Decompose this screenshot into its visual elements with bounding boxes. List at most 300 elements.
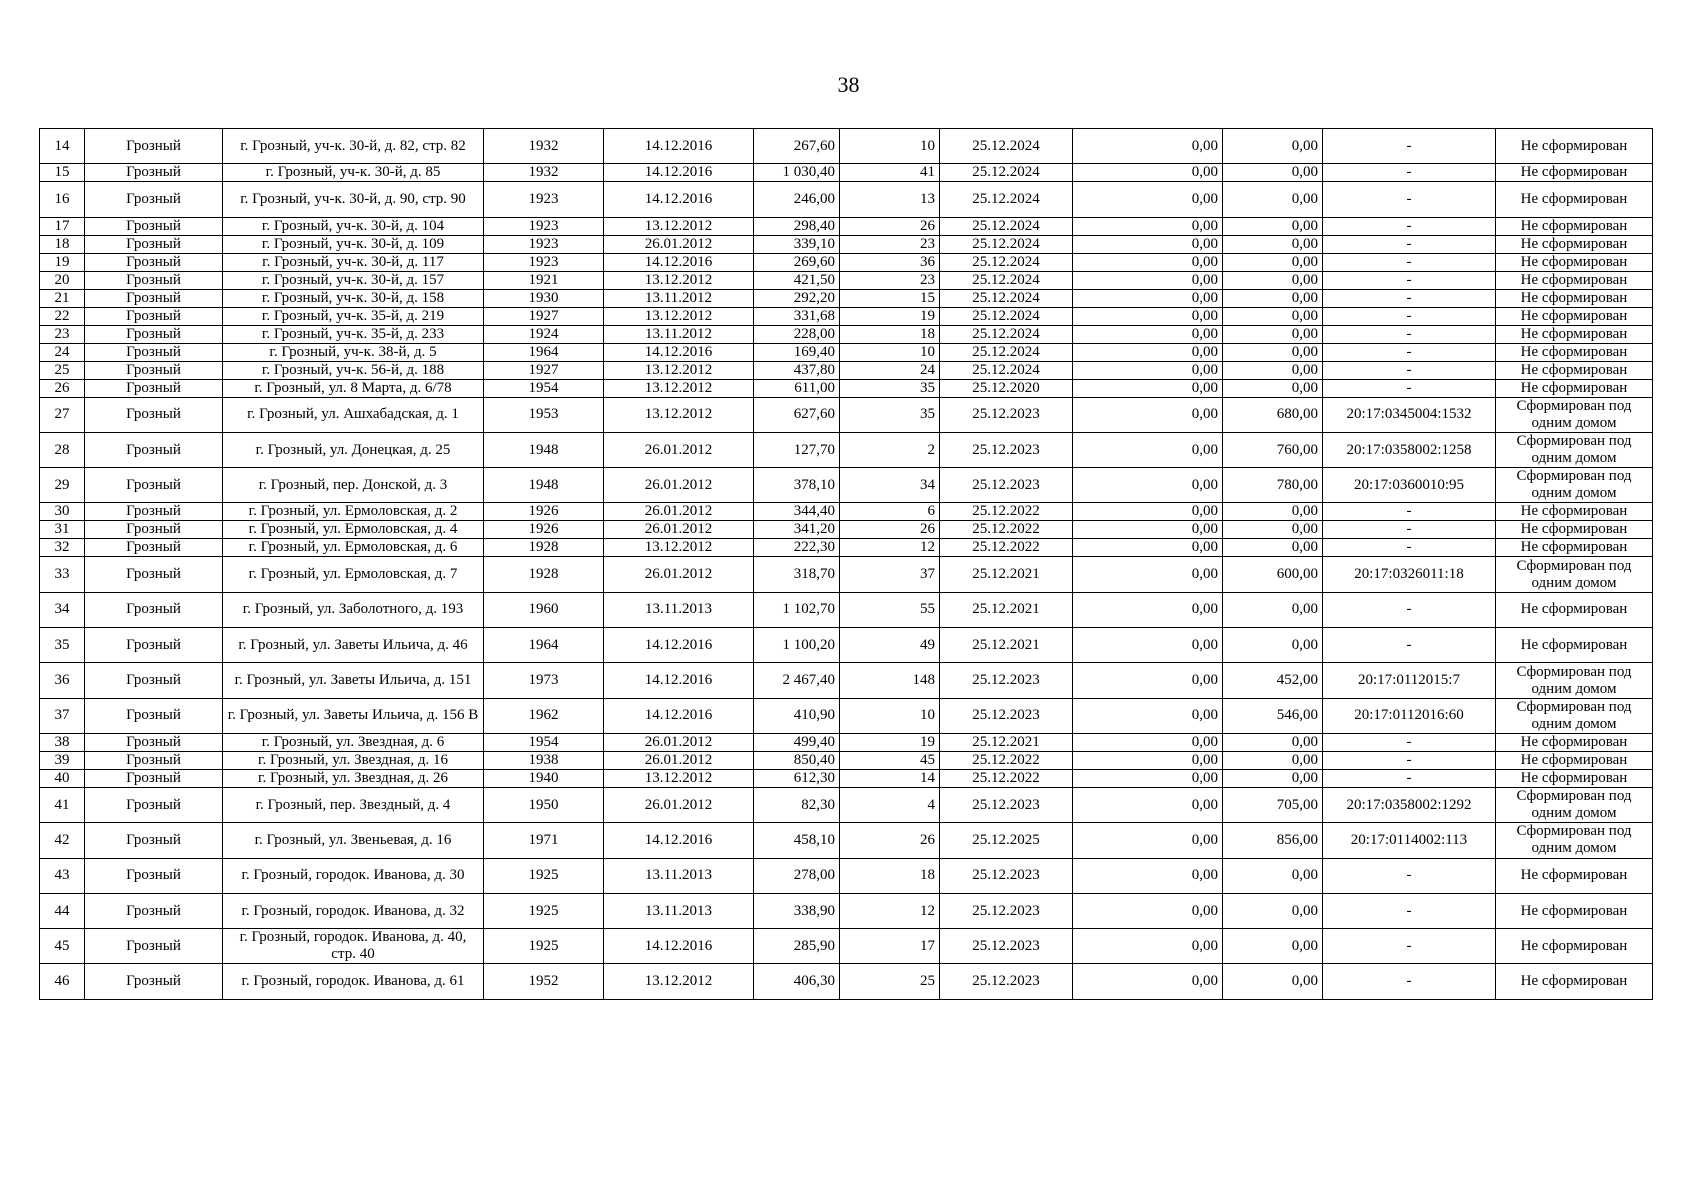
cadastral-number-cell: 20:17:0326011:18 [1323, 557, 1496, 592]
deadline-cell: 25.12.2024 [940, 129, 1073, 164]
land-area-cell: 0,00 [1223, 307, 1323, 325]
date-cell: 14.12.2016 [604, 182, 754, 217]
value-cell: 0,00 [1073, 325, 1223, 343]
year-built-cell: 1954 [484, 733, 604, 751]
residents-cell: 55 [840, 592, 940, 627]
area-cell: 406,30 [754, 964, 840, 999]
status-cell: Не сформирован [1496, 235, 1653, 253]
area-cell: 169,40 [754, 343, 840, 361]
value-cell: 0,00 [1073, 307, 1223, 325]
date-cell: 26.01.2012 [604, 557, 754, 592]
table-row [40, 343, 1653, 361]
address-cell: г. Грозный, ул. 8 Марта, д. 6/78 [223, 379, 484, 397]
row-number-cell: 30 [40, 503, 85, 521]
cadastral-number-cell: - [1323, 379, 1496, 397]
status-cell: Не сформирован [1496, 592, 1653, 627]
value-cell: 0,00 [1073, 217, 1223, 235]
table-row [40, 217, 1653, 235]
land-area-cell: 0,00 [1223, 592, 1323, 627]
status-cell: Не сформирован [1496, 217, 1653, 235]
settlement-cell: Грозный [85, 271, 223, 289]
deadline-cell: 25.12.2023 [940, 698, 1073, 733]
address-cell: г. Грозный, уч-к. 30-й, д. 82, стр. 82 [223, 129, 484, 164]
deadline-cell: 25.12.2024 [940, 343, 1073, 361]
residents-cell: 6 [840, 503, 940, 521]
status-cell: Сформирован под одним домом [1496, 397, 1653, 432]
deadline-cell: 25.12.2024 [940, 325, 1073, 343]
year-built-cell: 1952 [484, 964, 604, 999]
area-cell: 499,40 [754, 733, 840, 751]
residents-cell: 23 [840, 235, 940, 253]
value-cell: 0,00 [1073, 397, 1223, 432]
deadline-cell: 25.12.2024 [940, 182, 1073, 217]
status-cell: Не сформирован [1496, 253, 1653, 271]
land-area-cell: 0,00 [1223, 964, 1323, 999]
deadline-cell: 25.12.2024 [940, 271, 1073, 289]
value-cell: 0,00 [1073, 787, 1223, 822]
land-area-cell: 0,00 [1223, 379, 1323, 397]
table-row [40, 182, 1653, 217]
area-cell: 318,70 [754, 557, 840, 592]
year-built-cell: 1928 [484, 539, 604, 557]
land-area-cell: 760,00 [1223, 432, 1323, 467]
address-cell: г. Грозный, городок. Иванова, д. 61 [223, 964, 484, 999]
year-built-cell: 1960 [484, 592, 604, 627]
value-cell: 0,00 [1073, 468, 1223, 503]
status-cell: Не сформирован [1496, 307, 1653, 325]
table-row [40, 893, 1653, 928]
address-cell: г. Грозный, уч-к. 30-й, д. 157 [223, 271, 484, 289]
address-cell: г. Грозный, уч-к. 38-й, д. 5 [223, 343, 484, 361]
address-cell: г. Грозный, ул. Заболотного, д. 193 [223, 592, 484, 627]
settlement-cell: Грозный [85, 343, 223, 361]
status-cell: Не сформирован [1496, 521, 1653, 539]
year-built-cell: 1964 [484, 628, 604, 663]
area-cell: 82,30 [754, 787, 840, 822]
settlement-cell: Грозный [85, 698, 223, 733]
land-area-cell: 0,00 [1223, 539, 1323, 557]
address-cell: г. Грозный, уч-к. 30-й, д. 109 [223, 235, 484, 253]
table-row [40, 164, 1653, 182]
date-cell: 14.12.2016 [604, 628, 754, 663]
cadastral-number-cell: - [1323, 129, 1496, 164]
value-cell: 0,00 [1073, 129, 1223, 164]
date-cell: 13.11.2013 [604, 858, 754, 893]
settlement-cell: Грозный [85, 164, 223, 182]
land-area-cell: 0,00 [1223, 289, 1323, 307]
deadline-cell: 25.12.2021 [940, 733, 1073, 751]
address-cell: г. Грозный, уч-к. 56-й, д. 188 [223, 361, 484, 379]
deadline-cell: 25.12.2023 [940, 787, 1073, 822]
value-cell: 0,00 [1073, 521, 1223, 539]
settlement-cell: Грозный [85, 503, 223, 521]
table-row [40, 557, 1653, 592]
address-cell: г. Грозный, городок. Иванова, д. 40, стр. 40 [223, 929, 484, 964]
area-cell: 338,90 [754, 893, 840, 928]
residents-cell: 45 [840, 751, 940, 769]
date-cell: 26.01.2012 [604, 503, 754, 521]
row-number-cell: 41 [40, 787, 85, 822]
land-area-cell: 0,00 [1223, 733, 1323, 751]
date-cell: 13.12.2012 [604, 217, 754, 235]
settlement-cell: Грозный [85, 397, 223, 432]
row-number-cell: 38 [40, 733, 85, 751]
address-cell: г. Грозный, ул. Ермоловская, д. 2 [223, 503, 484, 521]
address-cell: г. Грозный, уч-к. 30-й, д. 117 [223, 253, 484, 271]
settlement-cell: Грозный [85, 858, 223, 893]
row-number-cell: 14 [40, 129, 85, 164]
year-built-cell: 1923 [484, 235, 604, 253]
deadline-cell: 25.12.2022 [940, 521, 1073, 539]
year-built-cell: 1964 [484, 343, 604, 361]
land-area-cell: 0,00 [1223, 361, 1323, 379]
settlement-cell: Грозный [85, 929, 223, 964]
table-row [40, 325, 1653, 343]
cadastral-number-cell: - [1323, 503, 1496, 521]
land-area-cell: 0,00 [1223, 325, 1323, 343]
residents-cell: 10 [840, 129, 940, 164]
area-cell: 269,60 [754, 253, 840, 271]
value-cell: 0,00 [1073, 503, 1223, 521]
cadastral-number-cell: - [1323, 858, 1496, 893]
settlement-cell: Грозный [85, 663, 223, 698]
land-area-cell: 452,00 [1223, 663, 1323, 698]
residents-cell: 19 [840, 307, 940, 325]
deadline-cell: 25.12.2023 [940, 663, 1073, 698]
cadastral-number-cell: 20:17:0112016:60 [1323, 698, 1496, 733]
address-cell: г. Грозный, ул. Ашхабадская, д. 1 [223, 397, 484, 432]
row-number-cell: 17 [40, 217, 85, 235]
status-cell: Не сформирован [1496, 964, 1653, 999]
table-row [40, 468, 1653, 503]
cadastral-number-cell: - [1323, 307, 1496, 325]
table-row [40, 733, 1653, 751]
table-row [40, 823, 1653, 858]
residents-cell: 15 [840, 289, 940, 307]
area-cell: 410,90 [754, 698, 840, 733]
cadastral-number-cell: - [1323, 733, 1496, 751]
cadastral-number-cell: 20:17:0358002:1292 [1323, 787, 1496, 822]
deadline-cell: 25.12.2024 [940, 235, 1073, 253]
deadline-cell: 25.12.2024 [940, 361, 1073, 379]
deadline-cell: 25.12.2024 [940, 217, 1073, 235]
address-cell: г. Грозный, ул. Ермоловская, д. 7 [223, 557, 484, 592]
table-row [40, 521, 1653, 539]
date-cell: 14.12.2016 [604, 253, 754, 271]
status-cell: Сформирован под одним домом [1496, 432, 1653, 467]
cadastral-number-cell: - [1323, 325, 1496, 343]
area-cell: 222,30 [754, 539, 840, 557]
address-cell: г. Грозный, уч-к. 35-й, д. 233 [223, 325, 484, 343]
table-row [40, 129, 1653, 164]
row-number-cell: 31 [40, 521, 85, 539]
settlement-cell: Грозный [85, 253, 223, 271]
settlement-cell: Грозный [85, 521, 223, 539]
settlement-cell: Грозный [85, 361, 223, 379]
row-number-cell: 45 [40, 929, 85, 964]
row-number-cell: 36 [40, 663, 85, 698]
deadline-cell: 25.12.2020 [940, 379, 1073, 397]
year-built-cell: 1940 [484, 769, 604, 787]
cadastral-number-cell: - [1323, 964, 1496, 999]
housing-registry-table [39, 128, 1653, 1000]
table-row [40, 503, 1653, 521]
status-cell: Не сформирован [1496, 503, 1653, 521]
cadastral-number-cell: 20:17:0345004:1532 [1323, 397, 1496, 432]
area-cell: 850,40 [754, 751, 840, 769]
year-built-cell: 1948 [484, 432, 604, 467]
residents-cell: 23 [840, 271, 940, 289]
year-built-cell: 1971 [484, 823, 604, 858]
row-number-cell: 37 [40, 698, 85, 733]
value-cell: 0,00 [1073, 253, 1223, 271]
status-cell: Не сформирован [1496, 325, 1653, 343]
date-cell: 13.12.2012 [604, 361, 754, 379]
status-cell: Сформирован под одним домом [1496, 823, 1653, 858]
land-area-cell: 0,00 [1223, 503, 1323, 521]
residents-cell: 25 [840, 964, 940, 999]
land-area-cell: 0,00 [1223, 343, 1323, 361]
row-number-cell: 21 [40, 289, 85, 307]
date-cell: 26.01.2012 [604, 521, 754, 539]
year-built-cell: 1930 [484, 289, 604, 307]
row-number-cell: 26 [40, 379, 85, 397]
settlement-cell: Грозный [85, 235, 223, 253]
table-row [40, 698, 1653, 733]
cadastral-number-cell: - [1323, 182, 1496, 217]
area-cell: 246,00 [754, 182, 840, 217]
deadline-cell: 25.12.2021 [940, 592, 1073, 627]
deadline-cell: 25.12.2021 [940, 628, 1073, 663]
area-cell: 611,00 [754, 379, 840, 397]
date-cell: 13.12.2012 [604, 769, 754, 787]
date-cell: 13.11.2013 [604, 592, 754, 627]
year-built-cell: 1923 [484, 253, 604, 271]
settlement-cell: Грозный [85, 432, 223, 467]
land-area-cell: 0,00 [1223, 164, 1323, 182]
date-cell: 14.12.2016 [604, 164, 754, 182]
status-cell: Не сформирован [1496, 271, 1653, 289]
deadline-cell: 25.12.2023 [940, 964, 1073, 999]
status-cell: Не сформирован [1496, 539, 1653, 557]
year-built-cell: 1923 [484, 182, 604, 217]
residents-cell: 148 [840, 663, 940, 698]
land-area-cell: 780,00 [1223, 468, 1323, 503]
deadline-cell: 25.12.2023 [940, 858, 1073, 893]
status-cell: Не сформирован [1496, 129, 1653, 164]
value-cell: 0,00 [1073, 539, 1223, 557]
address-cell: г. Грозный, уч-к. 30-й, д. 85 [223, 164, 484, 182]
address-cell: г. Грозный, уч-к. 30-й, д. 158 [223, 289, 484, 307]
settlement-cell: Грозный [85, 964, 223, 999]
land-area-cell: 705,00 [1223, 787, 1323, 822]
row-number-cell: 40 [40, 769, 85, 787]
value-cell: 0,00 [1073, 235, 1223, 253]
land-area-cell: 0,00 [1223, 182, 1323, 217]
area-cell: 1 102,70 [754, 592, 840, 627]
address-cell: г. Грозный, ул. Звездная, д. 6 [223, 733, 484, 751]
residents-cell: 17 [840, 929, 940, 964]
status-cell: Не сформирован [1496, 289, 1653, 307]
status-cell: Не сформирован [1496, 858, 1653, 893]
address-cell: г. Грозный, ул. Ермоловская, д. 4 [223, 521, 484, 539]
year-built-cell: 1925 [484, 893, 604, 928]
land-area-cell: 0,00 [1223, 751, 1323, 769]
deadline-cell: 25.12.2024 [940, 307, 1073, 325]
cadastral-number-cell: - [1323, 343, 1496, 361]
row-number-cell: 43 [40, 858, 85, 893]
date-cell: 14.12.2016 [604, 698, 754, 733]
value-cell: 0,00 [1073, 823, 1223, 858]
address-cell: г. Грозный, уч-к. 35-й, д. 219 [223, 307, 484, 325]
cadastral-number-cell: - [1323, 235, 1496, 253]
settlement-cell: Грозный [85, 182, 223, 217]
table-row [40, 628, 1653, 663]
residents-cell: 41 [840, 164, 940, 182]
settlement-cell: Грозный [85, 379, 223, 397]
table-row [40, 592, 1653, 627]
residents-cell: 49 [840, 628, 940, 663]
value-cell: 0,00 [1073, 751, 1223, 769]
year-built-cell: 1925 [484, 929, 604, 964]
date-cell: 14.12.2016 [604, 343, 754, 361]
settlement-cell: Грозный [85, 217, 223, 235]
row-number-cell: 28 [40, 432, 85, 467]
value-cell: 0,00 [1073, 592, 1223, 627]
status-cell: Не сформирован [1496, 929, 1653, 964]
area-cell: 2 467,40 [754, 663, 840, 698]
value-cell: 0,00 [1073, 432, 1223, 467]
address-cell: г. Грозный, ул. Заветы Ильича, д. 46 [223, 628, 484, 663]
area-cell: 339,10 [754, 235, 840, 253]
page-number: 38 [837, 72, 860, 97]
residents-cell: 24 [840, 361, 940, 379]
settlement-cell: Грозный [85, 769, 223, 787]
settlement-cell: Грозный [85, 468, 223, 503]
value-cell: 0,00 [1073, 379, 1223, 397]
area-cell: 341,20 [754, 521, 840, 539]
year-built-cell: 1938 [484, 751, 604, 769]
value-cell: 0,00 [1073, 271, 1223, 289]
address-cell: г. Грозный, ул. Заветы Ильича, д. 156 В [223, 698, 484, 733]
table-row [40, 787, 1653, 822]
residents-cell: 12 [840, 539, 940, 557]
settlement-cell: Грозный [85, 307, 223, 325]
date-cell: 13.11.2013 [604, 893, 754, 928]
table-row [40, 271, 1653, 289]
cadastral-number-cell: - [1323, 521, 1496, 539]
residents-cell: 14 [840, 769, 940, 787]
land-area-cell: 0,00 [1223, 858, 1323, 893]
land-area-cell: 0,00 [1223, 893, 1323, 928]
date-cell: 13.11.2012 [604, 289, 754, 307]
residents-cell: 2 [840, 432, 940, 467]
row-number-cell: 29 [40, 468, 85, 503]
date-cell: 13.12.2012 [604, 307, 754, 325]
table-row [40, 929, 1653, 964]
deadline-cell: 25.12.2022 [940, 503, 1073, 521]
cadastral-number-cell: 20:17:0358002:1258 [1323, 432, 1496, 467]
address-cell: г. Грозный, городок. Иванова, д. 32 [223, 893, 484, 928]
date-cell: 13.12.2012 [604, 379, 754, 397]
cadastral-number-cell: - [1323, 361, 1496, 379]
area-cell: 378,10 [754, 468, 840, 503]
land-area-cell: 0,00 [1223, 235, 1323, 253]
table-row [40, 379, 1653, 397]
year-built-cell: 1926 [484, 503, 604, 521]
status-cell: Не сформирован [1496, 361, 1653, 379]
settlement-cell: Грозный [85, 751, 223, 769]
residents-cell: 26 [840, 823, 940, 858]
value-cell: 0,00 [1073, 557, 1223, 592]
value-cell: 0,00 [1073, 343, 1223, 361]
area-cell: 344,40 [754, 503, 840, 521]
land-area-cell: 0,00 [1223, 521, 1323, 539]
table-row [40, 751, 1653, 769]
area-cell: 285,90 [754, 929, 840, 964]
land-area-cell: 0,00 [1223, 929, 1323, 964]
cadastral-number-cell: - [1323, 751, 1496, 769]
deadline-cell: 25.12.2022 [940, 751, 1073, 769]
area-cell: 127,70 [754, 432, 840, 467]
settlement-cell: Грозный [85, 893, 223, 928]
year-built-cell: 1925 [484, 858, 604, 893]
row-number-cell: 39 [40, 751, 85, 769]
cadastral-number-cell: - [1323, 289, 1496, 307]
land-area-cell: 0,00 [1223, 769, 1323, 787]
residents-cell: 26 [840, 521, 940, 539]
residents-cell: 37 [840, 557, 940, 592]
year-built-cell: 1923 [484, 217, 604, 235]
year-built-cell: 1927 [484, 361, 604, 379]
year-built-cell: 1932 [484, 164, 604, 182]
status-cell: Не сформирован [1496, 628, 1653, 663]
residents-cell: 19 [840, 733, 940, 751]
residents-cell: 13 [840, 182, 940, 217]
residents-cell: 4 [840, 787, 940, 822]
cadastral-number-cell: - [1323, 539, 1496, 557]
area-cell: 331,68 [754, 307, 840, 325]
date-cell: 13.12.2012 [604, 964, 754, 999]
cadastral-number-cell: - [1323, 592, 1496, 627]
table-row [40, 539, 1653, 557]
land-area-cell: 680,00 [1223, 397, 1323, 432]
land-area-cell: 856,00 [1223, 823, 1323, 858]
value-cell: 0,00 [1073, 361, 1223, 379]
status-cell: Сформирован под одним домом [1496, 698, 1653, 733]
year-built-cell: 1948 [484, 468, 604, 503]
status-cell: Не сформирован [1496, 379, 1653, 397]
date-cell: 14.12.2016 [604, 663, 754, 698]
cadastral-number-cell: - [1323, 164, 1496, 182]
status-cell: Не сформирован [1496, 751, 1653, 769]
settlement-cell: Грозный [85, 823, 223, 858]
cadastral-number-cell: - [1323, 628, 1496, 663]
year-built-cell: 1927 [484, 307, 604, 325]
address-cell: г. Грозный, ул. Звездная, д. 16 [223, 751, 484, 769]
date-cell: 26.01.2012 [604, 235, 754, 253]
row-number-cell: 35 [40, 628, 85, 663]
area-cell: 1 100,20 [754, 628, 840, 663]
deadline-cell: 25.12.2021 [940, 557, 1073, 592]
address-cell: г. Грозный, ул. Донецкая, д. 25 [223, 432, 484, 467]
cadastral-number-cell: - [1323, 769, 1496, 787]
value-cell: 0,00 [1073, 182, 1223, 217]
table-row [40, 769, 1653, 787]
year-built-cell: 1921 [484, 271, 604, 289]
land-area-cell: 546,00 [1223, 698, 1323, 733]
deadline-cell: 25.12.2022 [940, 539, 1073, 557]
